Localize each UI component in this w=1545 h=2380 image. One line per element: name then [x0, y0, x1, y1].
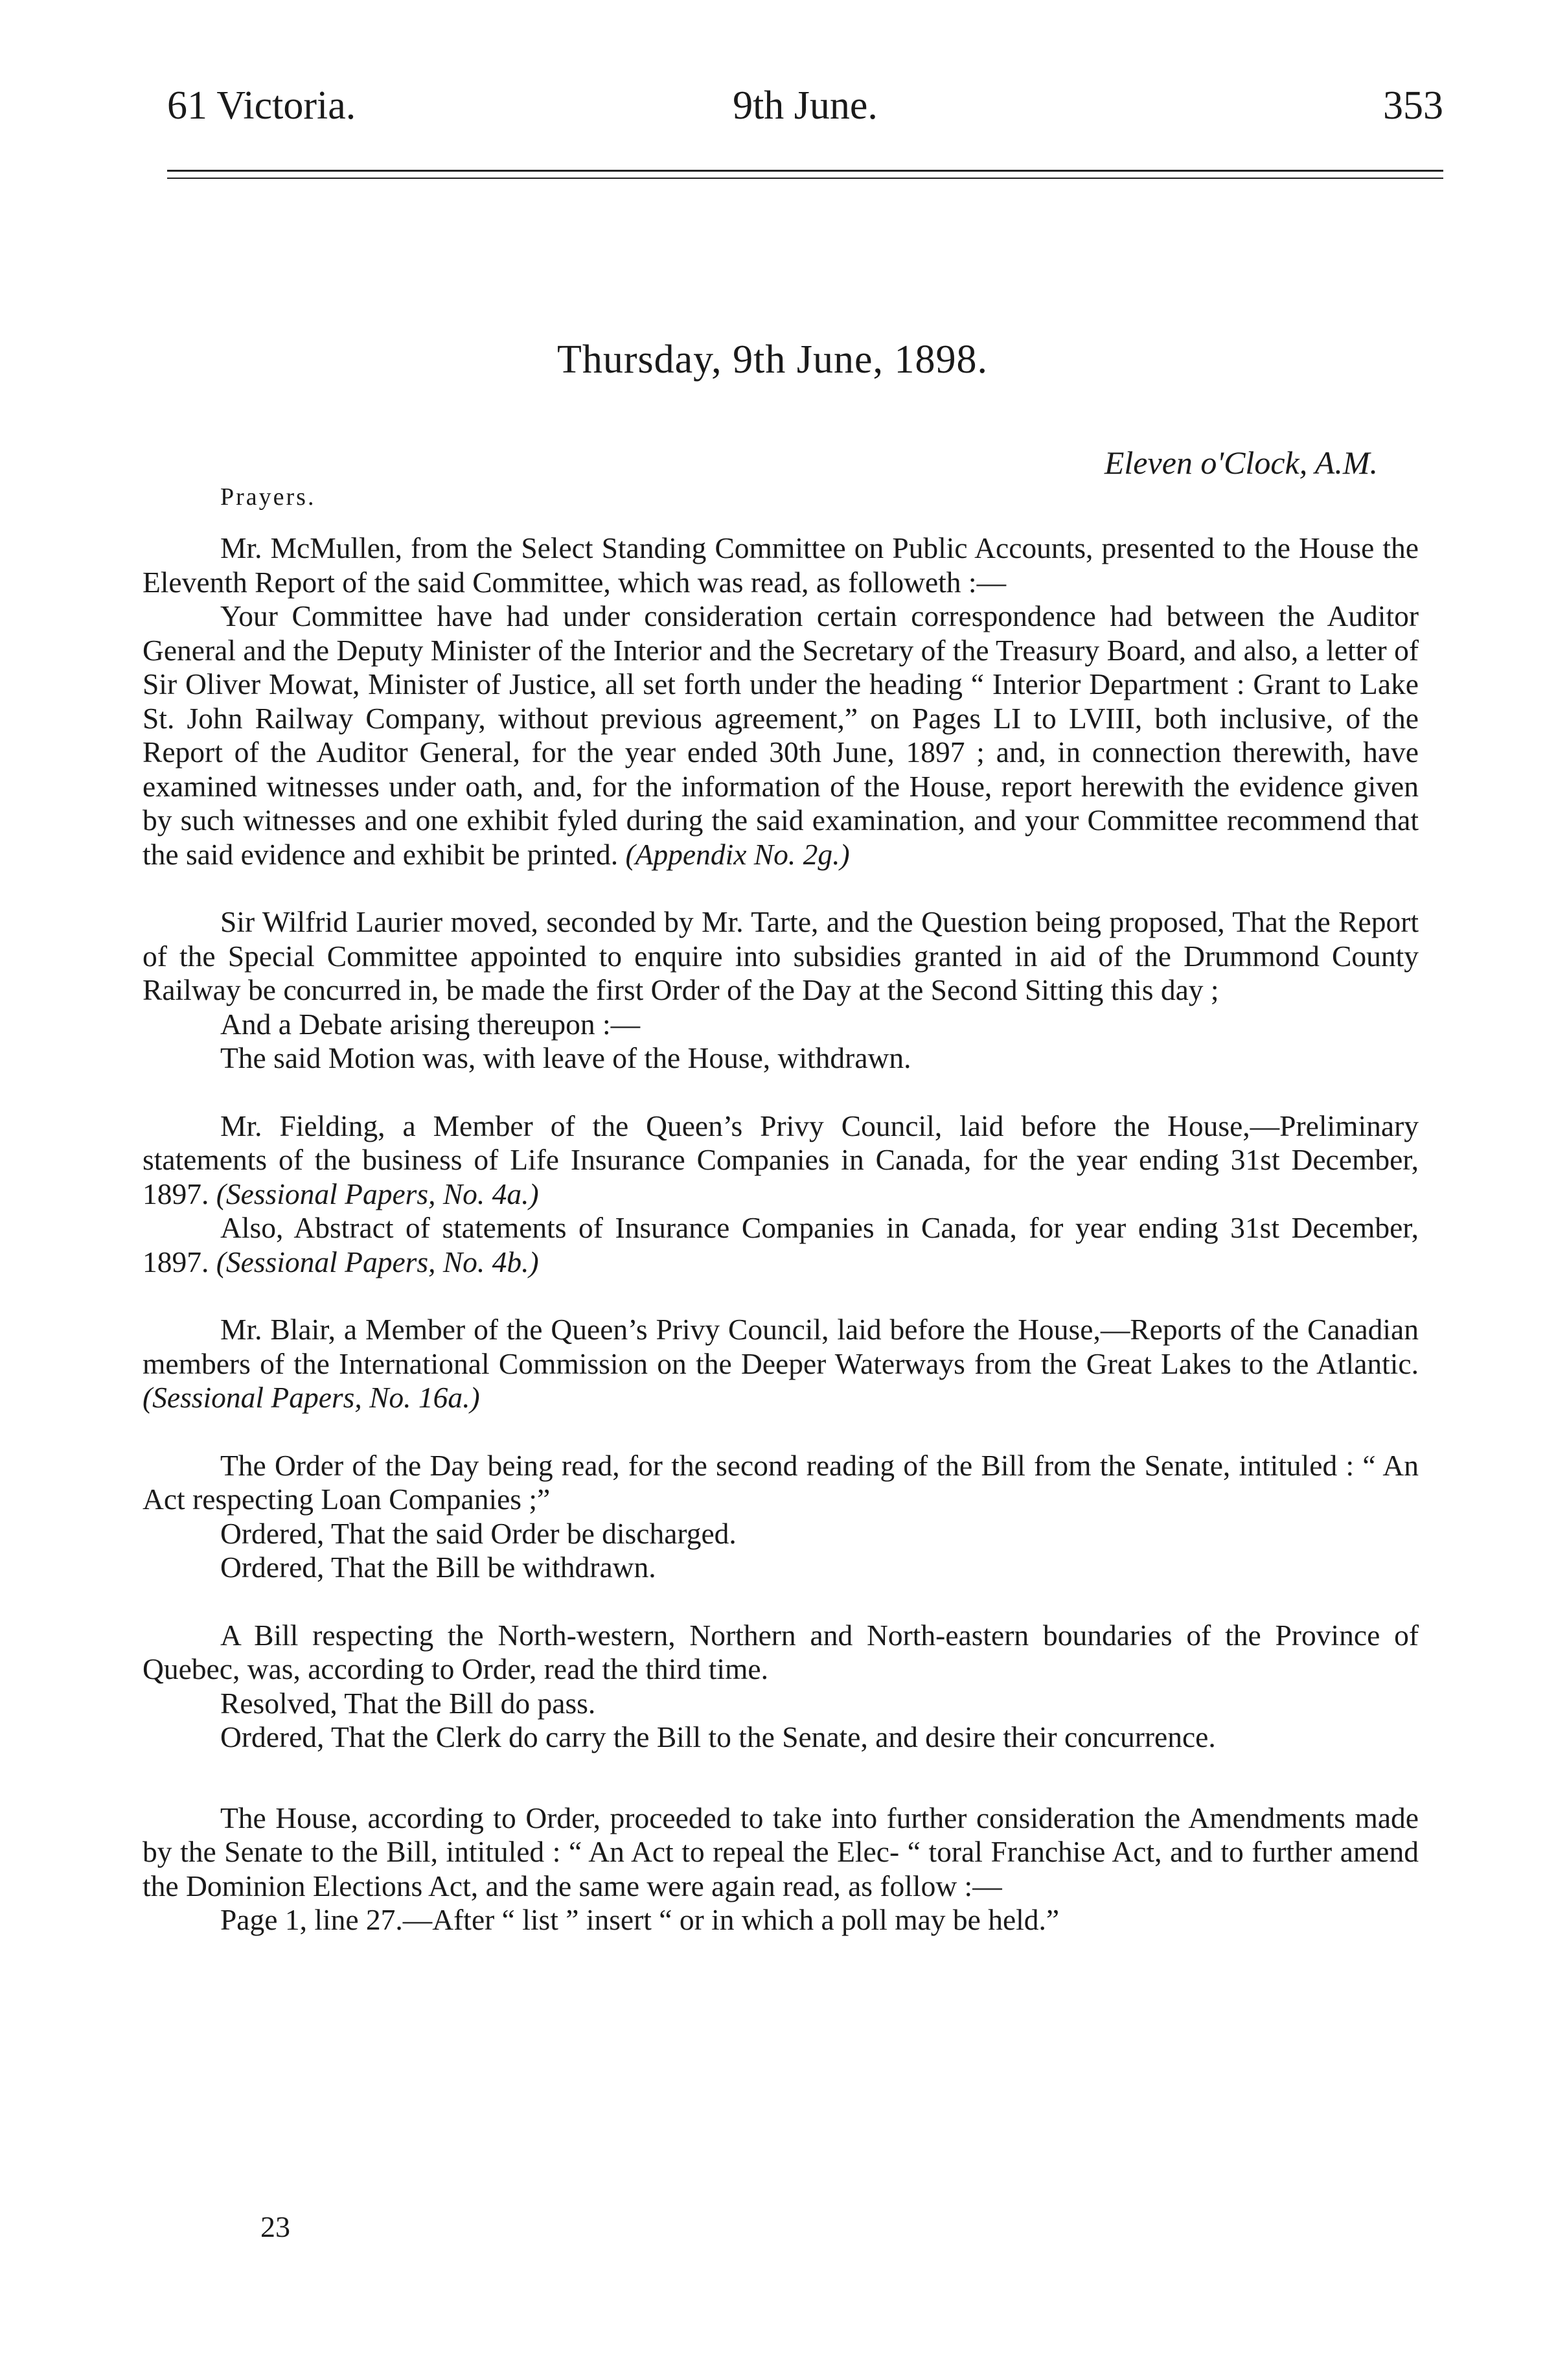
paragraph	[143, 599, 1419, 872]
regnal-year: 61 Victoria.	[167, 84, 356, 128]
paragraph: Page 1, line 27.—After “ list ” insert “ or in which a poll may be held.”	[220, 1903, 1060, 1936]
paragraph: Ordered, That the Bill be withdrawn.	[220, 1551, 656, 1584]
paragraph: The House, according to Order, proceeded to take into further consideration the Amendments made by the Senate to the Bill, intituled : “ An Act to repeal the Elec- “ toral Franchise Act, and to further amend the Dominion Elections Act, and the same were again read, as follow :—	[143, 1801, 1419, 1902]
page-number: 353	[1383, 84, 1443, 128]
header-rule-top	[167, 170, 1443, 172]
sessional-paper-reference: (Sessional Papers, No. 16a.)	[143, 1381, 480, 1414]
paragraph: Resolved, That the Bill do pass.	[220, 1686, 596, 1720]
paragraph-text: Your Committee have had under consideration certain correspondence had between the Auditor General and the Deputy Minister of the Interior and the Secretary of the Treasury Board, and also, a letter of Sir Oliver Mowat, Minister of Justice, all set forth under the heading “ Interior Department : Grant to Lake St. John Railway Company, without previous agreement,” on Pages LI to LVIII, both inclusive, of the Report of the Auditor General, for the year ended 30th June, 1897 ; and, in connection therewith, have examined witnesses under oath, and, for the information of the House, report herewith the evidence given by such witnesses and one exhibit fyled during the said examination, and your Committee recommend that the said evidence and exhibit be printed.	[143, 599, 1419, 871]
sitting-time: Eleven o'Clock, A.M.	[1104, 445, 1378, 481]
day-title: Thursday, 9th June, 1898.	[556, 338, 988, 382]
paragraph: The Order of the Day being read, for the second reading of the Bill from the Senate, intituled : “ An Act respecting Loan Companies ;”	[143, 1448, 1419, 1516]
signature-mark: 23	[260, 2210, 290, 2243]
paragraph: A Bill respecting the North-western, Northern and North-eastern boundaries of the Province of Quebec, was, according to Order, read the third time.	[143, 1618, 1419, 1685]
appendix-reference: (Appendix No. 2g.)	[625, 837, 850, 871]
sessional-paper-reference: (Sessional Papers, No. 4a.)	[216, 1177, 539, 1210]
paragraph: Ordered, That the Clerk do carry the Bill to the Senate, and desire their concurrence.	[220, 1720, 1216, 1753]
paragraph-text: Mr. Fielding, a Member of the Queen’s Privy Council, laid before the House,—Preliminary statements of the business of Life Insurance Companies in Canada, for the year ending 31st December, 1897.	[143, 1109, 1419, 1210]
paragraph: Mr. McMullen, from the Select Standing Committee on Public Accounts, presented to the House the Eleventh Report of the said Committee, which was read, as followeth :—	[143, 531, 1419, 599]
sessional-paper-reference: (Sessional Papers, No. 4b.)	[216, 1245, 539, 1278]
paragraph: Sir Wilfrid Laurier moved, seconded by Mr. Tarte, and the Question being proposed, That the Report of the Special Committee appointed to enquire into subsidies granted in aid of the Drummond County Railway be concurred in, be made the first Order of the Day at the Second Sitting this day ;	[143, 905, 1419, 1006]
paragraph-text: Mr. Blair, a Member of the Queen’s Privy Council, laid before the House,—Reports of the Canadian members of the International Commission on the Deeper Waterways from the Great Lakes to the Atlantic.	[143, 1313, 1419, 1380]
paragraph	[143, 1313, 1419, 1415]
paragraph-text: Also, Abstract of statements of Insurance Companies in Canada, for year ending 31st December, 1897.	[143, 1211, 1419, 1278]
journal-body	[143, 531, 1419, 1937]
paragraph: And a Debate arising thereupon :—	[220, 1007, 641, 1041]
paragraph	[143, 1109, 1419, 1212]
paragraph	[143, 1211, 1419, 1279]
header-date: 9th June.	[733, 84, 878, 128]
paragraph: The said Motion was, with leave of the House, withdrawn.	[220, 1041, 911, 1074]
header-rule-bottom	[167, 178, 1443, 179]
paragraph: Ordered, That the said Order be discharged.	[220, 1516, 737, 1550]
prayers-heading: Prayers.	[220, 483, 316, 511]
running-head	[167, 76, 1443, 135]
